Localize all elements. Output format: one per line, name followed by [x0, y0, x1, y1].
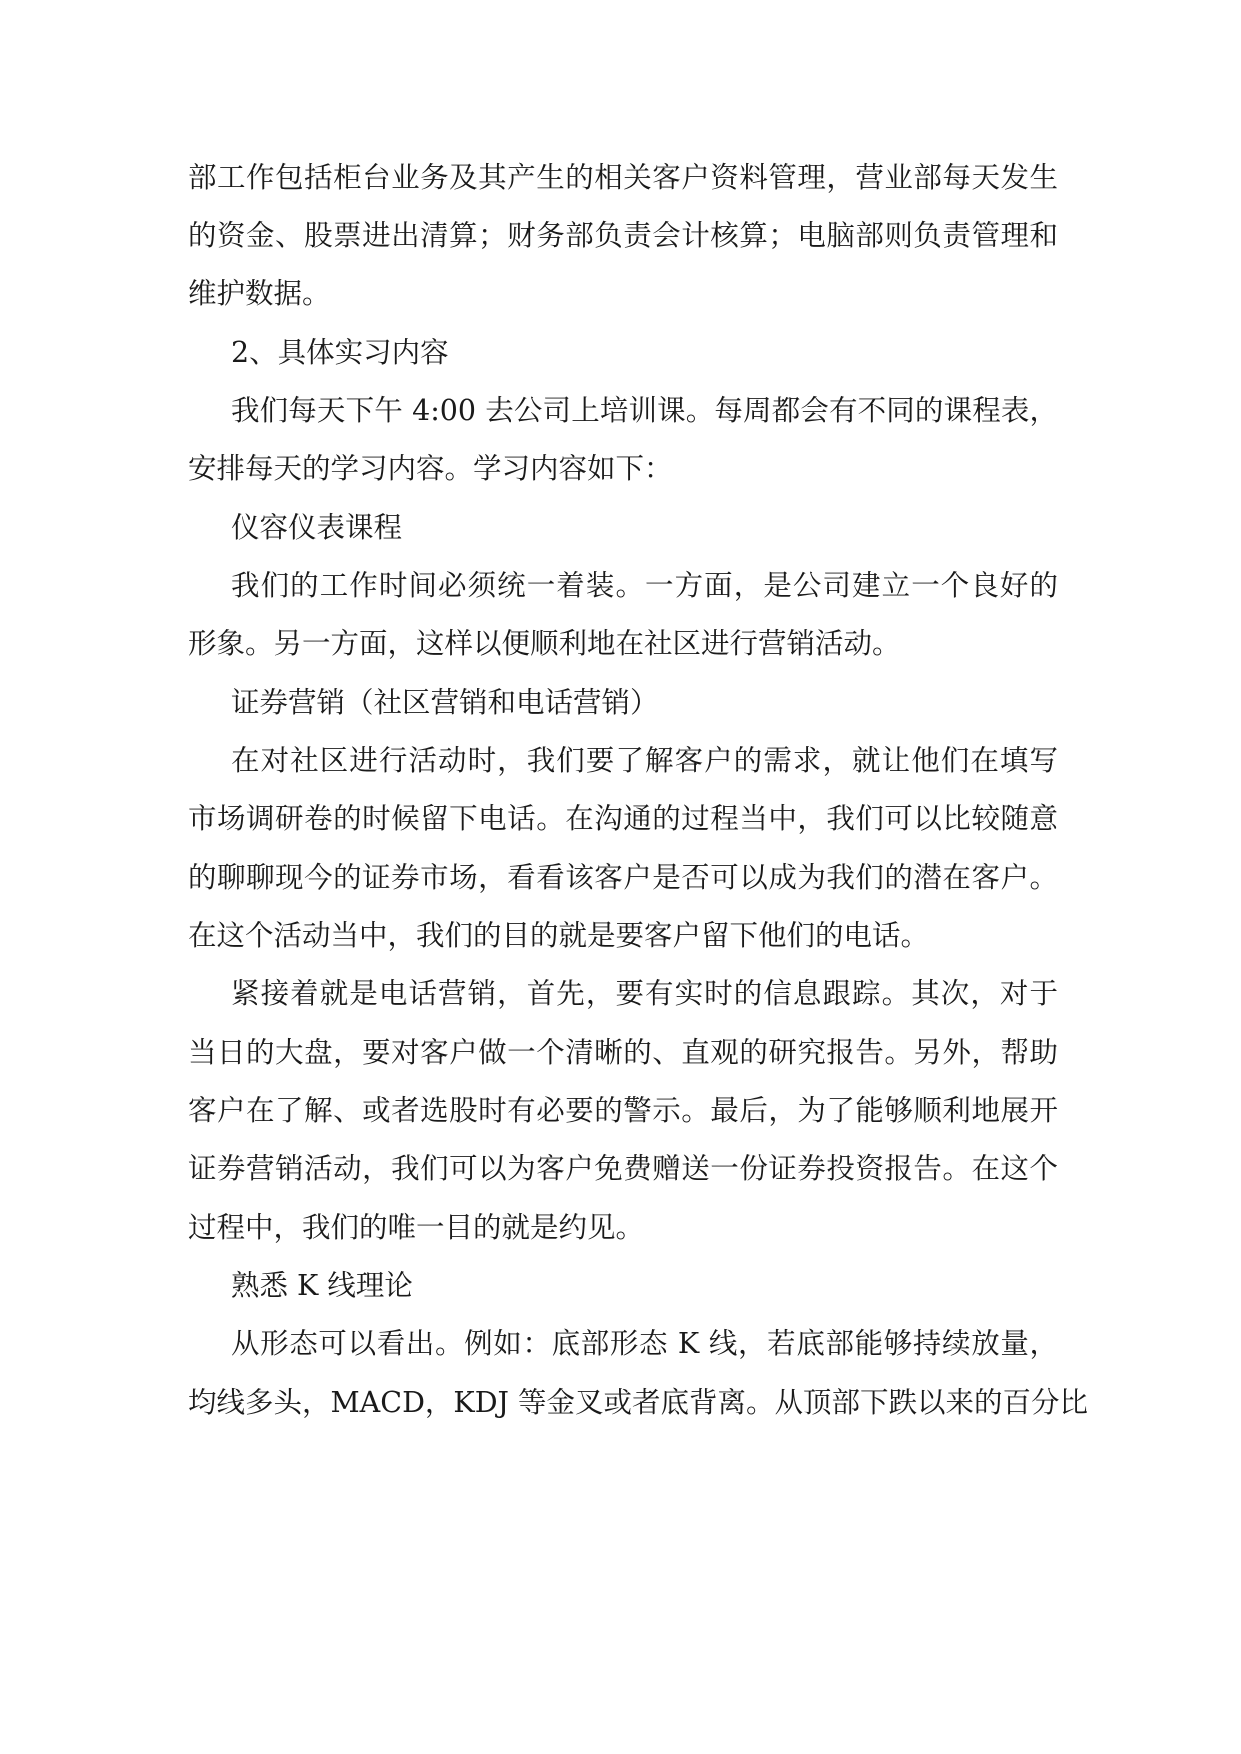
- section-heading: 2、具体实习内容: [231, 336, 449, 369]
- paragraph-line: 从形态可以看出。例如：底部形态 K 线，若底部能够持续放量，: [231, 1327, 1058, 1360]
- paragraph-line: 过程中，我们的唯一目的就是约见。: [188, 1211, 645, 1244]
- paragraph-line: 证券营销活动，我们可以为客户免费赠送一份证券投资报告。在这个: [188, 1152, 1058, 1185]
- paragraph-line: 市场调研卷的时候留下电话。在沟通的过程当中，我们可以比较随意: [188, 802, 1058, 835]
- paragraph-line: 的资金、股票进出清算；财务部负责会计核算；电脑部则负责管理和: [188, 219, 1058, 252]
- section-heading: 熟悉 K 线理论: [231, 1269, 413, 1302]
- paragraph-line: 紧接着就是电话营销，首先，要有实时的信息跟踪。其次，对于: [231, 977, 1058, 1010]
- paragraph-line: 形象。另一方面，这样以便顺利地在社区进行营销活动。: [188, 627, 901, 660]
- paragraph-line: 我们每天下午 4:00 去公司上培训课。每周都会有不同的课程表，: [231, 394, 1058, 427]
- paragraph-line: 的聊聊现今的证券市场，看看该客户是否可以成为我们的潜在客户。: [188, 861, 1058, 894]
- paragraph-line: 安排每天的学习内容。学习内容如下：: [188, 452, 673, 485]
- paragraph-line: 客户在了解、或者选股时有必要的警示。最后，为了能够顺利地展开: [188, 1094, 1058, 1127]
- section-heading: 证券营销（社区营销和电话营销）: [231, 686, 659, 719]
- paragraph-line: 均线多头，MACD，KDJ 等金叉或者底背离。从顶部下跌以来的百分比: [188, 1386, 1089, 1419]
- paragraph-line: 在这个活动当中，我们的目的就是要客户留下他们的电话。: [188, 919, 930, 952]
- paragraph-line: 在对社区进行活动时，我们要了解客户的需求，就让他们在填写: [231, 744, 1058, 777]
- section-heading: 仪容仪表课程: [231, 511, 403, 544]
- paragraph-line: 部工作包括柜台业务及其产生的相关客户资料管理，营业部每天发生: [188, 161, 1058, 194]
- paragraph-line: 我们的工作时间必须统一着装。一方面，是公司建立一个良好的: [231, 569, 1058, 602]
- paragraph-line: 维护数据。: [188, 277, 331, 310]
- paragraph-line: 当日的大盘，要对客户做一个清晰的、直观的研究报告。另外，帮助: [188, 1036, 1058, 1069]
